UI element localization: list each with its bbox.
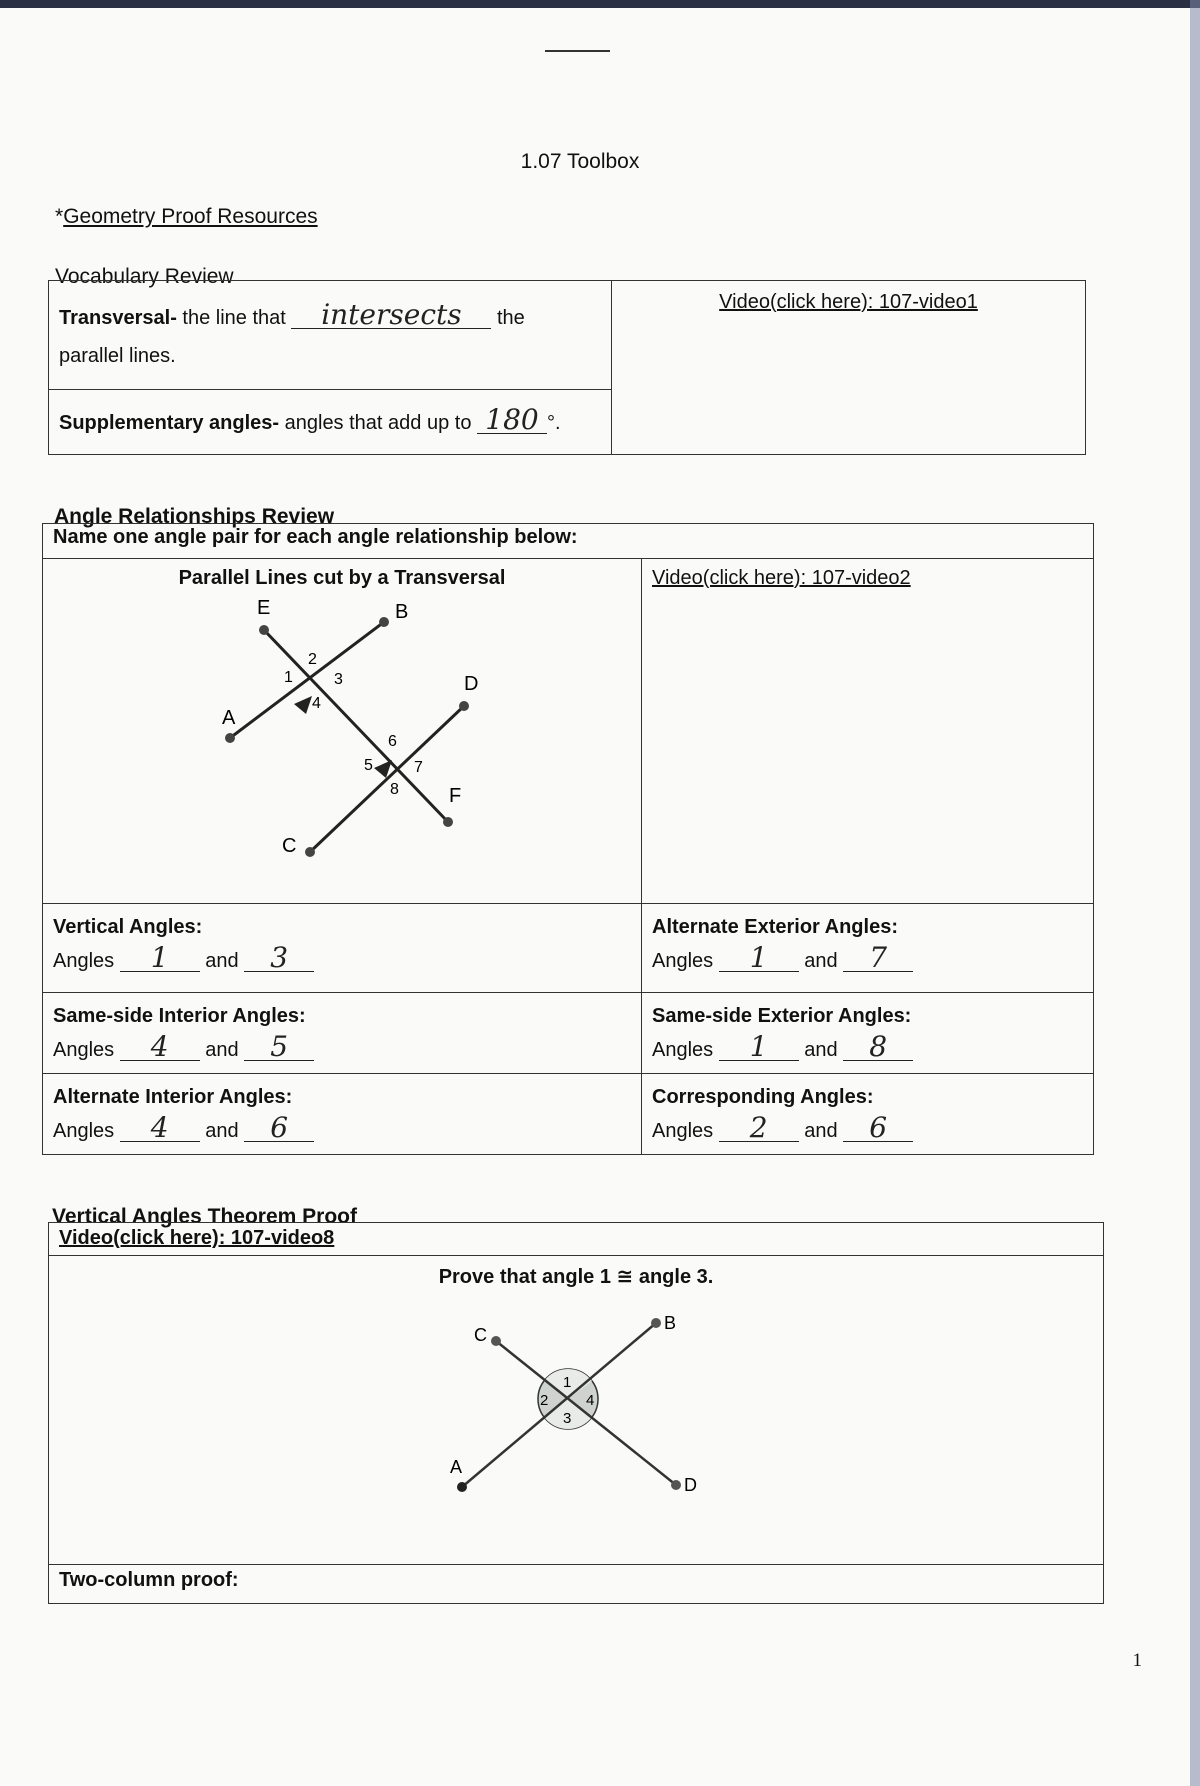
corresponding-angle-a-field[interactable]: 2 <box>719 1115 799 1142</box>
point-c-dot <box>491 1336 501 1346</box>
angles-word: Angles <box>652 1120 714 1142</box>
point-b-dot <box>379 617 389 627</box>
line-cd <box>310 706 464 852</box>
rel-name-corresponding: Corresponding Angles: <box>652 1086 874 1108</box>
supplementary-definition: angles that add up to <box>284 412 472 434</box>
point-c-dot <box>305 847 315 857</box>
rel-name-vertical: Vertical Angles: <box>53 916 203 938</box>
vertical-angles-cell <box>43 904 642 993</box>
video8-link[interactable]: Video(click here): 107-video8 <box>59 1227 335 1249</box>
rel-name-alt-exterior: Alternate Exterior Angles: <box>652 916 898 938</box>
corresponding-angle-b-field[interactable]: 6 <box>843 1115 913 1142</box>
vertical-angle-b-field[interactable]: 3 <box>244 945 314 972</box>
label-d: D <box>684 1475 697 1495</box>
label-b: B <box>664 1313 677 1333</box>
point-d-dot <box>459 701 469 711</box>
point-a-dot <box>225 733 235 743</box>
label-a: A <box>222 707 236 729</box>
transversal-definition-end: the <box>496 307 525 329</box>
rel-name-alt-interior: Alternate Interior Angles: <box>53 1086 293 1108</box>
page-number: 1 <box>1132 1650 1142 1671</box>
and-word: and <box>804 950 838 972</box>
label-f: F <box>449 785 462 807</box>
scan-right-edge <box>1190 0 1200 1786</box>
ss-interior-angle-b-field[interactable]: 5 <box>244 1034 314 1061</box>
geometry-proof-resources-link[interactable]: Geometry Proof Resources <box>63 205 318 228</box>
parallel-figure-cell <box>43 559 642 904</box>
label-a: A <box>450 1457 463 1477</box>
alt-interior-cell <box>43 1074 642 1155</box>
angle-num-4: 4 <box>312 695 321 712</box>
alt-exterior-angle-a-field[interactable]: 1 <box>719 945 799 972</box>
video1-link[interactable]: Video(click here): 107-video1 <box>719 291 978 313</box>
and-word: and <box>804 1120 838 1142</box>
and-word: and <box>205 1039 239 1061</box>
ss-interior-angle-a-field[interactable]: 4 <box>120 1034 200 1061</box>
figure-caption: Parallel Lines cut by a Transversal <box>178 567 506 589</box>
transversal-definition-line2: parallel lines. <box>59 345 176 367</box>
vocab-table <box>48 280 1086 455</box>
point-e-dot <box>259 625 269 635</box>
angles-instruction: Name one angle pair for each angle relationship below: <box>43 524 1094 559</box>
and-word: and <box>205 950 239 972</box>
alt-exterior-cell <box>642 904 1094 993</box>
two-column-proof-label: Two-column proof: <box>49 1565 1104 1604</box>
angle-num-2: 2 <box>308 651 317 668</box>
point-b-dot <box>651 1318 661 1328</box>
alt-exterior-angle-b-field[interactable]: 7 <box>843 945 913 972</box>
same-side-interior-cell <box>43 993 642 1074</box>
scan-top-edge <box>0 0 1200 8</box>
and-word: and <box>804 1039 838 1061</box>
angles-word: Angles <box>53 950 115 972</box>
ss-exterior-angle-a-field[interactable]: 1 <box>719 1034 799 1061</box>
header-dash <box>545 50 610 52</box>
angle-num-5: 5 <box>364 757 373 774</box>
vertical-angle-a-field[interactable]: 1 <box>120 945 200 972</box>
angle-num-6: 6 <box>388 733 397 750</box>
line-ab <box>230 622 384 738</box>
angles-word: Angles <box>652 1039 714 1061</box>
supplementary-answer-field[interactable]: 180 <box>477 407 547 434</box>
ss-exterior-angle-b-field[interactable]: 8 <box>843 1034 913 1061</box>
vocab-section-title: Vocabulary Review <box>55 265 234 288</box>
angle-num-3: 3 <box>563 1410 572 1427</box>
angle-num-1: 1 <box>563 1374 572 1391</box>
angle-num-1: 1 <box>284 669 293 686</box>
and-word: and <box>205 1120 239 1142</box>
rel-name-ss-interior: Same-side Interior Angles: <box>53 1005 306 1027</box>
vertical-angles-diagram <box>416 1289 736 1519</box>
angle-num-2: 2 <box>540 1392 549 1409</box>
angle-num-3: 3 <box>334 671 343 688</box>
proof-prompt: Prove that angle 1 ≅ angle 3. <box>438 1266 714 1288</box>
rel-name-ss-exterior: Same-side Exterior Angles: <box>652 1005 912 1027</box>
proof-table <box>48 1222 1104 1604</box>
transversal-line <box>264 630 448 822</box>
alt-interior-angle-a-field[interactable]: 4 <box>120 1115 200 1142</box>
angle-num-8: 8 <box>390 781 399 798</box>
transversal-definition-start: the line that <box>182 307 286 329</box>
proof-figure-cell <box>49 1256 1104 1565</box>
same-side-exterior-cell <box>642 993 1094 1074</box>
transversal-answer-field[interactable]: intersects <box>291 302 491 329</box>
angles-word: Angles <box>53 1120 115 1142</box>
point-a-dot <box>457 1482 467 1492</box>
video2-cell <box>642 559 1094 904</box>
angles-section-title: Angle Relationships Review <box>54 505 335 528</box>
angle-num-7: 7 <box>414 759 423 776</box>
corresponding-cell <box>642 1074 1094 1155</box>
transversal-cell <box>49 281 612 390</box>
angles-word: Angles <box>652 950 714 972</box>
parallel-lines-diagram <box>62 590 622 890</box>
point-f-dot <box>443 817 453 827</box>
label-c: C <box>282 835 297 857</box>
resources-star: * <box>55 205 64 228</box>
label-c: C <box>474 1325 487 1345</box>
degree-suffix: °. <box>547 412 561 434</box>
label-d: D <box>464 673 479 695</box>
angles-table <box>42 523 1094 1155</box>
line-ab <box>462 1323 656 1487</box>
video8-cell <box>49 1223 1104 1256</box>
label-b: B <box>395 601 409 623</box>
transversal-term: Transversal- <box>59 307 177 329</box>
vocab-video-cell <box>612 281 1086 455</box>
video2-link[interactable]: Video(click here): 107-video2 <box>652 567 911 589</box>
resources-line <box>55 205 318 229</box>
page-title: 1.07 Toolbox <box>520 150 640 173</box>
supplementary-term: Supplementary angles- <box>59 412 280 434</box>
alt-interior-angle-b-field[interactable]: 6 <box>244 1115 314 1142</box>
angles-word: Angles <box>53 1039 115 1061</box>
label-e: E <box>257 597 271 619</box>
supplementary-cell <box>49 390 612 455</box>
parallel-arrow-1-icon <box>294 696 312 714</box>
point-d-dot <box>671 1480 681 1490</box>
proof-section-title: Vertical Angles Theorem Proof <box>52 1205 357 1228</box>
line-cd <box>496 1341 676 1485</box>
angle-num-4: 4 <box>586 1392 595 1409</box>
